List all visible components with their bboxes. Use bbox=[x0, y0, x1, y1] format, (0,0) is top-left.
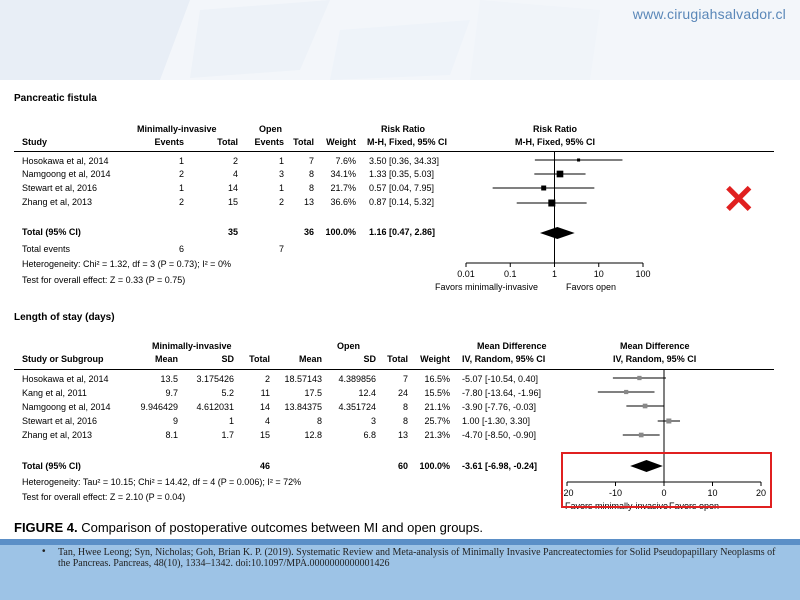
fistula-row-ci: 0.57 [0.04, 7.95] bbox=[369, 183, 435, 193]
los-row-open-sd: 4.351724 bbox=[338, 402, 376, 412]
fistula-row-mi-total: 4 bbox=[232, 169, 238, 179]
fistula-col-mi-total: Total bbox=[217, 137, 238, 147]
fistula-total-events-open: 7 bbox=[278, 244, 284, 254]
fistula-col-mi-events: Events bbox=[154, 137, 184, 147]
los-favors-right: Favors open bbox=[669, 501, 720, 511]
figure-caption-text: Comparison of postoperative outcomes between MI and open groups. bbox=[81, 520, 483, 535]
fistula-total-mi: 35 bbox=[227, 227, 238, 237]
los-group-md-plot: Mean Difference bbox=[620, 341, 690, 351]
los-row-mi-total: 11 bbox=[260, 388, 270, 398]
los-total-mi: 46 bbox=[259, 461, 270, 471]
los-row-ci: -7.80 [-13.64, -1.96] bbox=[462, 388, 542, 398]
los-row-open-sd: 3 bbox=[370, 416, 376, 426]
los-row-open-sd: 4.389856 bbox=[338, 374, 376, 384]
fistula-total-ci: 1.16 [0.47, 2.86] bbox=[369, 227, 436, 237]
red-cross-icon: ✕ bbox=[722, 178, 756, 222]
los-point bbox=[624, 390, 628, 394]
fistula-col-ci: M-H, Fixed, 95% CI bbox=[367, 137, 448, 147]
los-col-open-sd: SD bbox=[363, 354, 376, 364]
los-col-mi-sd: SD bbox=[221, 354, 234, 364]
fistula-row-ci: 3.50 [0.36, 34.33] bbox=[369, 156, 440, 166]
los-row-mi-mean: 9.7 bbox=[165, 388, 178, 398]
los-row-study: Hosokawa et al, 2014 bbox=[22, 374, 109, 384]
fistula-group-rr: Risk Ratio bbox=[381, 124, 426, 134]
fistula-total-events-label: Total events bbox=[22, 244, 71, 254]
los-row-open-total: 24 bbox=[397, 388, 408, 398]
fistula-group-mi: Minimally-invasive bbox=[137, 124, 217, 134]
fistula-overall-effect: Test for overall effect: Z = 0.33 (P = 0.75) bbox=[22, 275, 186, 285]
los-tick-label: 20 bbox=[755, 488, 767, 498]
fistula-row-mi-events: 1 bbox=[178, 183, 184, 193]
los-row-weight: 25.7% bbox=[424, 416, 450, 426]
los-row-weight: 21.3% bbox=[424, 430, 450, 440]
los-heterogeneity: Heterogeneity: Tau² = 10.15; Chi² = 14.42, df = 4 (P = 0.006); I² = 72% bbox=[22, 477, 302, 487]
fistula-row-mi-total: 15 bbox=[227, 197, 238, 207]
los-row-ci: -3.90 [-7.76, -0.03] bbox=[462, 402, 537, 412]
los-row-open-total: 8 bbox=[402, 416, 408, 426]
los-row-weight: 16.5% bbox=[424, 374, 450, 384]
los-row-open-total: 13 bbox=[397, 430, 408, 440]
footer-band bbox=[0, 539, 800, 545]
los-row-weight: 21.1% bbox=[424, 402, 450, 412]
los-row-open-mean: 17.5 bbox=[304, 388, 322, 398]
los-row-mi-mean: 13.5 bbox=[160, 374, 178, 384]
fistula-total-weight: 100.0% bbox=[325, 227, 356, 237]
los-row-open-sd: 12.4 bbox=[358, 388, 376, 398]
fistula-row-open-events: 1 bbox=[278, 183, 284, 193]
fistula-tick-label: 0.01 bbox=[457, 269, 475, 279]
los-row-mi-sd: 3.175426 bbox=[196, 374, 234, 384]
los-row-study: Kang et al, 2011 bbox=[22, 388, 87, 398]
fistula-total-label: Total (95% CI) bbox=[22, 227, 81, 237]
fistula-row-mi-events: 2 bbox=[178, 169, 184, 179]
los-point bbox=[639, 433, 644, 438]
los-row-open-mean: 8 bbox=[316, 416, 322, 426]
los-row-mi-sd: 1 bbox=[228, 416, 234, 426]
los-row-open-mean: 13.84375 bbox=[284, 402, 322, 412]
fistula-total-events-mi: 6 bbox=[178, 244, 184, 254]
los-total-weight: 100.0% bbox=[419, 461, 450, 471]
fistula-row-mi-total: 14 bbox=[227, 183, 238, 193]
fistula-col-ci-plot: M-H, Fixed, 95% CI bbox=[515, 137, 596, 147]
los-row-open-total: 7 bbox=[402, 374, 408, 384]
fistula-tick-label: 1 bbox=[551, 269, 558, 279]
los-col-mi-mean: Mean bbox=[154, 354, 178, 364]
fistula-row-open-total: 8 bbox=[308, 183, 314, 193]
los-row-mi-mean: 8.1 bbox=[165, 430, 178, 440]
los-favors-left: Favors minimally-invasive bbox=[565, 501, 669, 511]
los-row-open-mean: 18.57143 bbox=[284, 374, 322, 384]
los-row-mi-total: 15 bbox=[259, 430, 270, 440]
fistula-favors-right: Favors open bbox=[566, 282, 617, 292]
los-tick-label: -10 bbox=[608, 488, 623, 498]
los-col-open-total: Total bbox=[387, 354, 408, 364]
fistula-col-open-events: Events bbox=[254, 137, 284, 147]
los-row-ci: -5.07 [-10.54, 0.40] bbox=[462, 374, 539, 384]
los-col-ci-plot: IV, Random, 95% CI bbox=[613, 354, 697, 364]
fistula-row-open-total: 8 bbox=[308, 169, 314, 179]
los-tick-label: 0 bbox=[661, 488, 667, 498]
fistula-row-ci: 0.87 [0.14, 5.32] bbox=[369, 197, 435, 207]
fistula-row-weight: 7.6% bbox=[335, 156, 356, 166]
fistula-col-weight: Weight bbox=[326, 137, 356, 147]
fistula-tick-label: 100 bbox=[635, 269, 651, 279]
los-row-mi-total: 2 bbox=[264, 374, 270, 384]
fistula-group-open: Open bbox=[259, 124, 283, 134]
fistula-col-study: Study bbox=[22, 137, 48, 147]
fistula-row-weight: 34.1% bbox=[330, 169, 356, 179]
los-overall-effect: Test for overall effect: Z = 2.10 (P = 0.04) bbox=[22, 492, 186, 502]
fistula-row-mi-events: 1 bbox=[178, 156, 184, 166]
los-total-label: Total (95% CI) bbox=[22, 461, 81, 471]
los-point bbox=[637, 376, 641, 380]
fistula-row-study: Zhang et al, 2013 bbox=[22, 197, 93, 207]
los-row-open-sd: 6.8 bbox=[363, 430, 376, 440]
los-col-ci: IV, Random, 95% CI bbox=[462, 354, 546, 364]
los-row-weight: 15.5% bbox=[424, 388, 450, 398]
citation-text: Tan, Hwee Leong; Syn, Nicholas; Goh, Brian K. P. (2019). Systematic Review and Meta-analysis of Minimally Invasive Pancreatectomies for Solid Pseudopapillary Neoplasms of the Pancreas. Pancreas, 48(10), 1334–1342. doi:10.1097/MPA.0000000000001426 bbox=[58, 547, 776, 569]
fistula-row-open-events: 1 bbox=[278, 156, 284, 166]
fistula-row-open-events: 3 bbox=[278, 169, 284, 179]
fistula-panel-title: Pancreatic fistula bbox=[14, 93, 97, 104]
fistula-row-ci: 1.33 [0.35, 5.03] bbox=[369, 169, 435, 179]
los-group-md: Mean Difference bbox=[477, 341, 547, 351]
bullet-icon: • bbox=[42, 546, 46, 557]
los-col-mi-total: Total bbox=[249, 354, 270, 364]
fistula-row-mi-total: 2 bbox=[232, 156, 238, 166]
fistula-row-open-events: 2 bbox=[278, 197, 284, 207]
figure-caption bbox=[14, 520, 483, 535]
los-row-study: Zhang et al, 2013 bbox=[22, 430, 93, 440]
los-row-open-mean: 12.8 bbox=[304, 430, 322, 440]
los-row-ci: -4.70 [-8.50, -0.90] bbox=[462, 430, 537, 440]
los-row-mi-mean: 9 bbox=[172, 416, 178, 426]
los-row-mi-sd: 5.2 bbox=[221, 388, 234, 398]
los-row-ci: 1.00 [-1.30, 3.30] bbox=[462, 416, 531, 426]
los-col-study: Study or Subgroup bbox=[22, 354, 104, 364]
los-row-mi-total: 4 bbox=[264, 416, 270, 426]
footer-bar bbox=[0, 539, 800, 600]
figure-label: FIGURE 4. bbox=[14, 520, 78, 535]
fistula-row-open-total: 7 bbox=[308, 156, 314, 166]
los-group-open: Open bbox=[337, 341, 361, 351]
fistula-tick-label: 0.1 bbox=[503, 269, 517, 279]
fistula-row-study: Namgoong et al, 2014 bbox=[22, 169, 111, 179]
fistula-total-open: 36 bbox=[303, 227, 314, 237]
los-tick-label: -20 bbox=[560, 488, 574, 498]
fistula-favors-left: Favors minimally-invasive bbox=[435, 282, 539, 292]
los-row-mi-total: 14 bbox=[259, 402, 270, 412]
los-total-open: 60 bbox=[397, 461, 408, 471]
los-row-mi-mean: 9.946429 bbox=[140, 402, 178, 412]
fistula-tick-label: 10 bbox=[593, 269, 604, 279]
los-row-mi-sd: 1.7 bbox=[221, 430, 234, 440]
los-panel-title: Length of stay (days) bbox=[14, 312, 115, 323]
los-row-study: Stewart et al, 2016 bbox=[22, 416, 98, 426]
fistula-row-open-total: 13 bbox=[303, 197, 314, 207]
site-url[interactable]: www.cirugiahsalvador.cl bbox=[632, 6, 786, 22]
los-col-weight: Weight bbox=[420, 354, 450, 364]
los-row-open-total: 8 bbox=[402, 402, 408, 412]
los-total-ci: -3.61 [-6.98, -0.24] bbox=[462, 461, 538, 471]
fistula-row-mi-events: 2 bbox=[178, 197, 184, 207]
fistula-row-study: Hosokawa et al, 2014 bbox=[22, 156, 109, 166]
fistula-row-study: Stewart et al, 2016 bbox=[22, 183, 98, 193]
fistula-col-open-total: Total bbox=[293, 137, 314, 147]
los-row-mi-sd: 4.612031 bbox=[196, 402, 234, 412]
los-col-open-mean: Mean bbox=[298, 354, 322, 364]
los-row-study: Namgoong et al, 2014 bbox=[22, 402, 111, 412]
los-group-mi: Minimally-invasive bbox=[152, 341, 232, 351]
los-point bbox=[666, 419, 671, 424]
fistula-group-rr-plot: Risk Ratio bbox=[533, 124, 578, 134]
fistula-row-weight: 21.7% bbox=[330, 183, 356, 193]
los-point bbox=[643, 404, 648, 409]
fistula-row-weight: 36.6% bbox=[330, 197, 356, 207]
highlight-box bbox=[561, 452, 772, 508]
fistula-heterogeneity: Heterogeneity: Chi² = 1.32, df = 3 (P = 0.73); I² = 0% bbox=[22, 259, 231, 269]
los-tick-label: 10 bbox=[707, 488, 718, 498]
